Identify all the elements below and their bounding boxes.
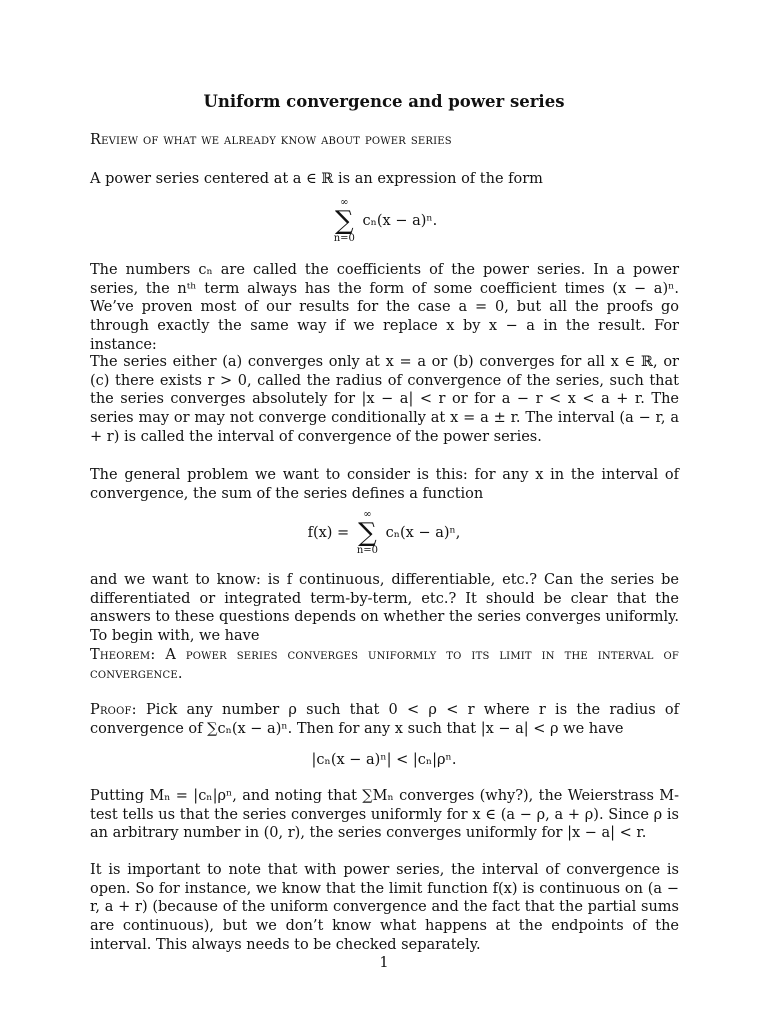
intro-paragraph: A power series centered at a ∈ ℝ is an expression of the form xyxy=(90,171,543,187)
series-term: cₙ(x − a)ⁿ. xyxy=(362,213,438,229)
function-term: cₙ(x − a)ⁿ, xyxy=(385,525,461,541)
function-lhs: f(x) = xyxy=(307,525,350,541)
proof-label: Proof: xyxy=(90,702,137,718)
theorem-text: A power series converges uniformly to its limit in the interval of convergence. xyxy=(90,647,679,682)
open-interval-paragraph: It is important to note that with power series, the interval of convergence is open. So for instance, we know that the limit function f(x) is continuous on (a − r, a + r) (because of the uniform convergence and the fact that the partial sums are continuous), but we don’t know what happens at the endpoints of the interval. This always needs to be checked separately. xyxy=(90,862,679,953)
document-title: Uniform convergence and power series xyxy=(203,92,565,111)
section-heading: Review of what we already know about power series xyxy=(90,132,452,148)
general-problem-paragraph: The general problem we want to consider is this: for any x in the interval of convergence, the sum of the series defines a function xyxy=(90,467,679,502)
proof-paragraph xyxy=(90,701,679,738)
display-equation-series xyxy=(0,198,768,244)
proof-text: Pick any number ρ such that 0 < ρ < r where r is the radius of convergence of ∑cₙ(x − a)ⁿ. Then for any x such that |x − a| < ρ we have xyxy=(90,702,680,737)
display-equation-bound: |cₙ(x − a)ⁿ| < |cₙ|ρⁿ. xyxy=(311,752,457,768)
questions-paragraph: and we want to know: is f continuous, differentiable, etc.? Can the series be differentiated or integrated term-by-term, etc.? It should be clear that the answers to these questions depends on whether the series converges uniformly. To begin with, we have xyxy=(90,572,679,645)
summation-symbol: ∞ ∑ n=0 xyxy=(333,197,355,244)
summation-symbol: ∞ ∑ n=0 xyxy=(356,509,379,556)
display-equation-function xyxy=(0,510,768,556)
page-number: 1 xyxy=(379,955,389,971)
radius-paragraph: The series either (a) converges only at x = a or (b) converges for all x ∈ ℝ, or (c) there exists r > 0, called the radius of convergence of the series, such that the series converges absolutely for |x − a| < r or for a − r < x < a + r. The series may or may not converge conditionally at x = a ± r. The interval (a − r, a + r) is called the interval of convergence of the power series. xyxy=(90,354,679,445)
theorem-label: Theorem: xyxy=(90,647,156,663)
theorem xyxy=(90,646,679,683)
coefficients-paragraph: The numbers cₙ are called the coefficients of the power series. In a power series, the nᵗʰ term always has the form of some coefficient times (x − a)ⁿ. We’ve proven most of our results for the case a = 0, but all the proofs go through exactly the same way if we replace x by x − a in the result. For instance: xyxy=(90,262,679,353)
m-test-paragraph: Putting Mₙ = |cₙ|ρⁿ, and noting that ∑Mₙ converges (why?), the Weierstrass M-test tells us that the series converges uniformly for x ∈ (a − ρ, a + ρ). Since ρ is an arbitrary number in (0, r), the series converges uniformly for |x − a| < r. xyxy=(90,788,679,842)
